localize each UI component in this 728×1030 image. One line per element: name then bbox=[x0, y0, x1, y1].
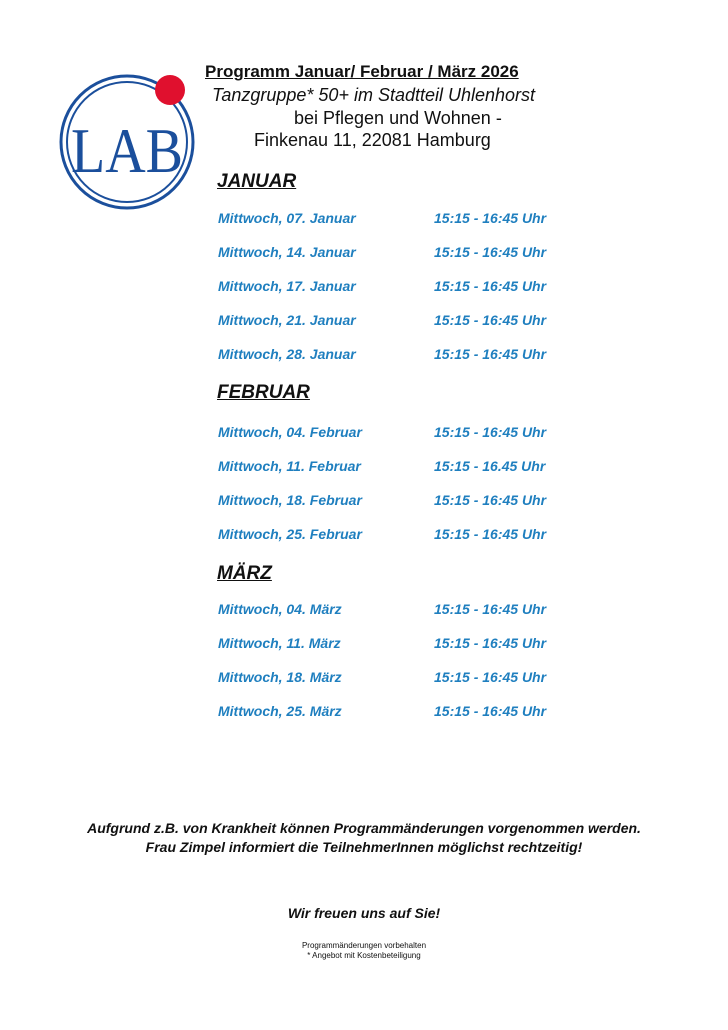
schedule-row bbox=[218, 526, 578, 544]
schedule-row bbox=[218, 210, 578, 228]
closing-text: Wir freuen uns auf Sie! bbox=[287, 905, 441, 921]
schedule-time: 15:15 - 16:45 Uhr bbox=[434, 492, 547, 508]
schedule-time: 15:15 - 16:45 Uhr bbox=[434, 244, 547, 260]
schedule-time: 15:15 - 16:45 Uhr bbox=[434, 669, 547, 685]
schedule-time: 15:15 - 16.45 Uhr bbox=[434, 458, 546, 474]
schedule-row bbox=[218, 312, 578, 330]
address-line: Finkenau 11, 22081 Hamburg bbox=[254, 130, 491, 150]
month-heading-maerz: MÄRZ bbox=[217, 563, 272, 584]
schedule-date: Mittwoch, 07. Januar bbox=[218, 210, 356, 226]
schedule-row bbox=[218, 492, 578, 510]
logo-text: LAB bbox=[71, 115, 183, 186]
notice-line-2: Frau Zimpel informiert die TeilnehmerInnen möglichst rechtzeitig! bbox=[145, 839, 583, 855]
schedule-date: Mittwoch, 11. Februar bbox=[218, 458, 361, 474]
schedule-row bbox=[218, 635, 578, 653]
schedule-row bbox=[218, 278, 578, 296]
schedule-row bbox=[218, 346, 578, 364]
schedule-date: Mittwoch, 21. Januar bbox=[218, 312, 356, 328]
schedule-row bbox=[218, 601, 578, 619]
month-heading-januar: JANUAR bbox=[217, 171, 297, 192]
schedule-time: 15:15 - 16:45 Uhr bbox=[434, 278, 547, 294]
schedule-time: 15:15 - 16:45 Uhr bbox=[434, 346, 547, 362]
schedule-time: 15:15 - 16:45 Uhr bbox=[434, 703, 547, 719]
month-heading-februar: FEBRUAR bbox=[217, 382, 310, 403]
schedule-date: Mittwoch, 25. März bbox=[218, 703, 342, 719]
schedule-date: Mittwoch, 11. März bbox=[218, 635, 341, 651]
schedule-row bbox=[218, 703, 578, 721]
schedule-row bbox=[218, 669, 578, 687]
program-title: Programm Januar/ Februar / März 2026 bbox=[205, 62, 519, 81]
schedule-time: 15:15 - 16:45 Uhr bbox=[434, 635, 547, 651]
program-subtitle: Tanzgruppe* 50+ im Stadtteil Uhlenhorst bbox=[212, 85, 536, 105]
venue-line: bei Pflegen und Wohnen - bbox=[294, 108, 502, 128]
footnote-line-1: Programmänderungen vorbehalten bbox=[301, 941, 427, 950]
schedule-date: Mittwoch, 14. Januar bbox=[218, 244, 356, 260]
schedule-date: Mittwoch, 18. Februar bbox=[218, 492, 362, 508]
schedule-date: Mittwoch, 17. Januar bbox=[218, 278, 356, 294]
lab-logo bbox=[58, 72, 198, 212]
schedule-date: Mittwoch, 18. März bbox=[218, 669, 342, 685]
schedule-row bbox=[218, 244, 578, 262]
schedule-date: Mittwoch, 28. Januar bbox=[218, 346, 356, 362]
schedule-time: 15:15 - 16:45 Uhr bbox=[434, 526, 547, 542]
schedule-time: 15:15 - 16:45 Uhr bbox=[434, 210, 547, 226]
schedule-row bbox=[218, 424, 578, 442]
schedule-date: Mittwoch, 04. Februar bbox=[218, 424, 362, 440]
schedule-time: 15:15 - 16:45 Uhr bbox=[434, 424, 547, 440]
logo-red-dot bbox=[155, 75, 185, 105]
schedule-time: 15:15 - 16:45 Uhr bbox=[434, 601, 547, 617]
schedule-time: 15:15 - 16:45 Uhr bbox=[434, 312, 547, 328]
schedule-date: Mittwoch, 04. März bbox=[218, 601, 342, 617]
schedule-date: Mittwoch, 25. Februar bbox=[218, 526, 362, 542]
notice-line-1: Aufgrund z.B. von Krankheit können Programmänderungen vorgenommen werden. bbox=[87, 820, 641, 836]
footnote-line-2: * Angebot mit Kostenbeteiligung bbox=[307, 951, 421, 960]
schedule-row bbox=[218, 458, 578, 476]
